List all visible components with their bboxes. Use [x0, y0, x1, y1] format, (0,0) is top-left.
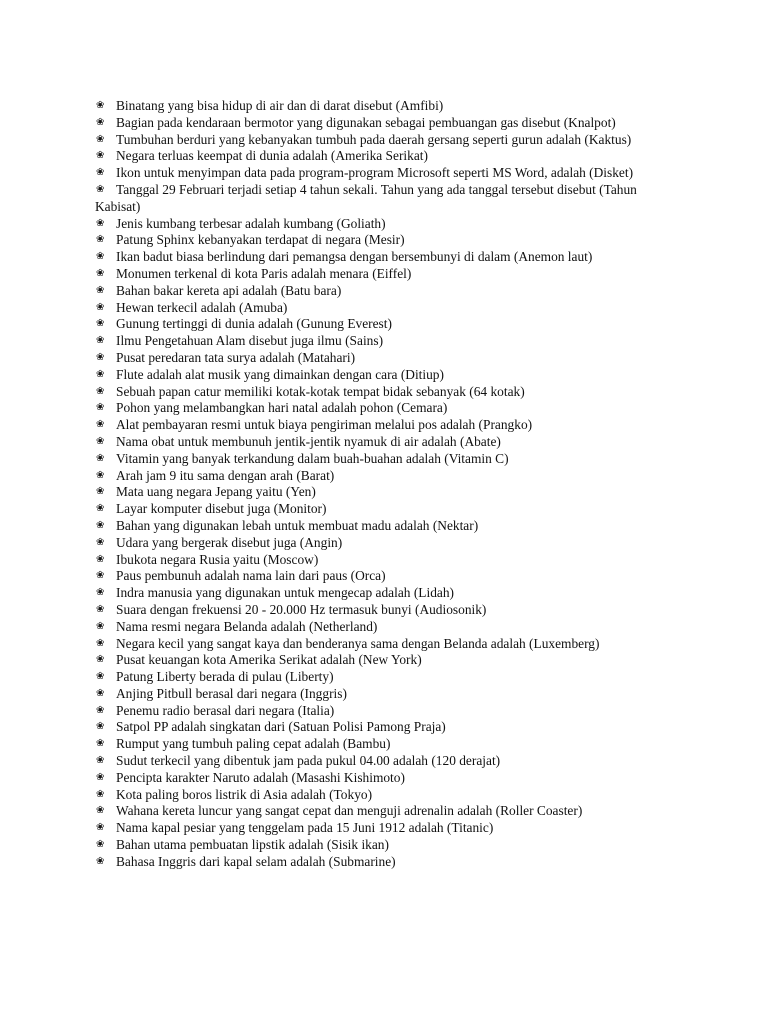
list-item-text: Patung Sphinx kebanyakan terdapat di negara (Mesir): [116, 232, 405, 248]
list-item: [95, 417, 675, 434]
list-item-text: Ilmu Pengetahuan Alam disebut juga ilmu (Sains): [116, 333, 384, 349]
bullet-icon: ❀: [96, 284, 105, 296]
list-item: [95, 367, 675, 384]
list-item-text: Patung Liberty berada di pulau (Liberty): [116, 669, 334, 685]
bullet-icon: ❀: [96, 486, 105, 498]
bullet-icon: ❀: [96, 234, 105, 246]
list-item-text: Negara kecil yang sangat kaya dan benderanya sama dengan Belanda adalah (Luxemberg): [116, 635, 600, 651]
list-item-text: Anjing Pitbull berasal dari negara (Inggris): [116, 685, 347, 701]
list-item-text: Bahasa Inggris dari kapal selam adalah (Submarine): [116, 853, 396, 869]
list-item: [95, 602, 675, 619]
list-item: [95, 283, 675, 300]
list-item-text: Layar komputer disebut juga (Monitor): [116, 501, 327, 517]
bullet-icon: ❀: [96, 183, 105, 195]
list-item: [95, 518, 675, 535]
list-item: [95, 552, 675, 569]
bullet-icon: ❀: [96, 553, 105, 565]
bullet-icon: ❀: [96, 318, 105, 330]
list-item-text: Indra manusia yang digunakan untuk mengecap adalah (Lidah): [116, 585, 454, 601]
list-item-text: Satpol PP adalah singkatan dari (Satuan Polisi Pamong Praja): [116, 719, 446, 735]
list-item: [95, 132, 675, 149]
bullet-icon: ❀: [96, 536, 105, 548]
list-item-text: Flute adalah alat musik yang dimainkan dengan cara (Ditiup): [116, 366, 444, 382]
bullet-icon: ❀: [96, 855, 105, 867]
list-item: [95, 216, 675, 233]
bullet-icon: ❀: [96, 788, 105, 800]
bullet-icon: ❀: [96, 385, 105, 397]
bullet-icon: ❀: [96, 452, 105, 464]
bullet-icon: ❀: [96, 603, 105, 615]
list-item-text: Nama resmi negara Belanda adalah (Netherland): [116, 618, 378, 634]
list-item-text: Gunung tertinggi di dunia adalah (Gunung Everest): [116, 316, 392, 332]
list-item-text: Hewan terkecil adalah (Amuba): [116, 299, 288, 315]
bullet-icon: ❀: [96, 251, 105, 263]
list-item: [95, 820, 675, 837]
list-item: [95, 165, 675, 182]
list-item: [95, 434, 675, 451]
list-item: [95, 703, 675, 720]
bullet-icon: ❀: [96, 335, 105, 347]
bullet-icon: ❀: [96, 637, 105, 649]
list-item-text: Pohon yang melambangkan hari natal adalah pohon (Cemara): [116, 400, 448, 416]
bullet-icon: ❀: [96, 738, 105, 750]
bullet-icon: ❀: [96, 620, 105, 632]
list-item: [95, 384, 675, 401]
list-item: [95, 770, 675, 787]
list-item: [95, 837, 675, 854]
list-item-text: Binatang yang bisa hidup di air dan di darat disebut (Amfibi): [116, 98, 444, 113]
list-item-text: Tanggal 29 Februari terjadi setiap 4 tahun sekali. Tahun yang ada tanggal tersebut disebut (Tahun Kabisat): [95, 181, 637, 214]
list-item: [95, 652, 675, 669]
list-item: [95, 619, 675, 636]
list-item-text: Jenis kumbang terbesar adalah kumbang (Goliath): [116, 215, 386, 231]
bullet-icon: ❀: [96, 570, 105, 582]
list-item-text: Ibukota negara Rusia yaitu (Moscow): [116, 551, 319, 567]
list-item: [95, 98, 675, 115]
list-item-text: Nama obat untuk membunuh jentik-jentik nyamuk di air adalah (Abate): [116, 433, 501, 449]
list-item-text: Suara dengan frekuensi 20 - 20.000 Hz termasuk bunyi (Audiosonik): [116, 601, 487, 617]
list-item-text: Tumbuhan berduri yang kebanyakan tumbuh pada daerah gersang seperti gurun adalah (Kaktus): [116, 131, 632, 147]
bullet-icon: ❀: [96, 822, 105, 834]
bullet-icon: ❀: [96, 150, 105, 162]
list-item-text: Vitamin yang banyak terkandung dalam buah-buahan adalah (Vitamin C): [116, 450, 509, 466]
list-item: [95, 148, 675, 165]
list-item: [95, 115, 675, 132]
list-item: [95, 484, 675, 501]
list-item-text: Mata uang negara Jepang yaitu (Yen): [116, 484, 316, 500]
list-item: [95, 266, 675, 283]
list-item-text: Monumen terkenal di kota Paris adalah menara (Eiffel): [116, 265, 412, 281]
list-item: [95, 232, 675, 249]
list-item: [95, 787, 675, 804]
list-item: [95, 468, 675, 485]
list-item: [95, 753, 675, 770]
bullet-icon: ❀: [96, 217, 105, 229]
list-item: [95, 333, 675, 350]
list-item-text: Ikan badut biasa berlindung dari pemangsa dengan bersembunyi di dalam (Anemon laut): [116, 249, 593, 265]
bullet-icon: ❀: [96, 721, 105, 733]
list-item-text: Udara yang bergerak disebut juga (Angin): [116, 534, 343, 550]
bullet-icon: ❀: [96, 469, 105, 481]
bullet-icon: ❀: [96, 704, 105, 716]
bullet-icon: ❀: [96, 267, 105, 279]
bullet-icon: ❀: [96, 771, 105, 783]
bullet-icon: ❀: [96, 351, 105, 363]
list-item-text: Wahana kereta luncur yang sangat cepat dan menguji adrenalin adalah (Roller Coaster): [116, 803, 583, 819]
list-item-text: Nama kapal pesiar yang tenggelam pada 15 Juni 1912 adalah (Titanic): [116, 820, 494, 836]
bullet-icon: ❀: [96, 419, 105, 431]
bullet-icon: ❀: [96, 671, 105, 683]
list-item: [95, 300, 675, 317]
bullet-icon: ❀: [96, 503, 105, 515]
bullet-icon: ❀: [96, 301, 105, 313]
bullet-icon: ❀: [96, 435, 105, 447]
list-item: [95, 686, 675, 703]
bullet-icon: ❀: [96, 368, 105, 380]
bullet-icon: ❀: [96, 402, 105, 414]
list-item: [95, 501, 675, 518]
bullet-icon: ❀: [96, 839, 105, 851]
list-item-text: Pencipta karakter Naruto adalah (Masashi Kishimoto): [116, 769, 405, 785]
list-item: [95, 719, 675, 736]
bullet-icon: ❀: [96, 654, 105, 666]
list-item: [95, 854, 675, 871]
list-item-text: Bahan utama pembuatan lipstik adalah (Sisik ikan): [116, 837, 389, 853]
list-item-text: Pusat peredaran tata surya adalah (Matahari): [116, 349, 356, 365]
list-item: [95, 568, 675, 585]
list-item: [95, 451, 675, 468]
list-item: [95, 316, 675, 333]
list-item: [95, 803, 675, 820]
list-item-text: Bagian pada kendaraan bermotor yang digunakan sebagai pembuangan gas disebut (Knalpot): [116, 114, 616, 130]
bullet-icon: ❀: [96, 587, 105, 599]
list-item: [95, 249, 675, 266]
list-item-text: Bahan bakar kereta api adalah (Batu bara): [116, 282, 342, 298]
list-item: [95, 669, 675, 686]
list-item-text: Kota paling boros listrik di Asia adalah (Tokyo): [116, 786, 373, 802]
bullet-icon: ❀: [96, 133, 105, 145]
list-item: [95, 350, 675, 367]
list-item-text: Sudut terkecil yang dibentuk jam pada pukul 04.00 adalah (120 derajat): [116, 753, 501, 769]
bullet-icon: ❀: [96, 167, 105, 179]
list-item-text: Paus pembunuh adalah nama lain dari paus (Orca): [116, 568, 386, 584]
list-item-text: Arah jam 9 itu sama dengan arah (Barat): [116, 467, 335, 483]
list-item-text: Rumput yang tumbuh paling cepat adalah (Bambu): [116, 736, 391, 752]
list-item-text: Alat pembayaran resmi untuk biaya pengiriman melalui pos adalah (Prangko): [116, 417, 533, 433]
list-item: [95, 736, 675, 753]
list-item-text: Ikon untuk menyimpan data pada program-program Microsoft seperti MS Word, adalah (Disket): [116, 165, 634, 181]
bullet-list: [95, 98, 675, 871]
bullet-icon: ❀: [96, 687, 105, 699]
bullet-icon: ❀: [96, 116, 105, 128]
list-item: [95, 535, 675, 552]
list-item-text: Penemu radio berasal dari negara (Italia): [116, 702, 335, 718]
list-item-text: Bahan yang digunakan lebah untuk membuat madu adalah (Nektar): [116, 517, 479, 533]
list-item-text: Negara terluas keempat di dunia adalah (Amerika Serikat): [116, 148, 428, 164]
list-item-text: Pusat keuangan kota Amerika Serikat adalah (New York): [116, 652, 422, 668]
document-page: [95, 98, 675, 871]
list-item: [95, 400, 675, 417]
bullet-icon: ❀: [96, 805, 105, 817]
bullet-icon: ❀: [96, 100, 105, 111]
list-item: [95, 636, 675, 653]
list-item-text: Sebuah papan catur memiliki kotak-kotak tempat bidak sebanyak (64 kotak): [116, 383, 525, 399]
list-item: [95, 585, 675, 602]
bullet-icon: ❀: [96, 755, 105, 767]
bullet-icon: ❀: [96, 519, 105, 531]
list-item: [95, 182, 675, 216]
